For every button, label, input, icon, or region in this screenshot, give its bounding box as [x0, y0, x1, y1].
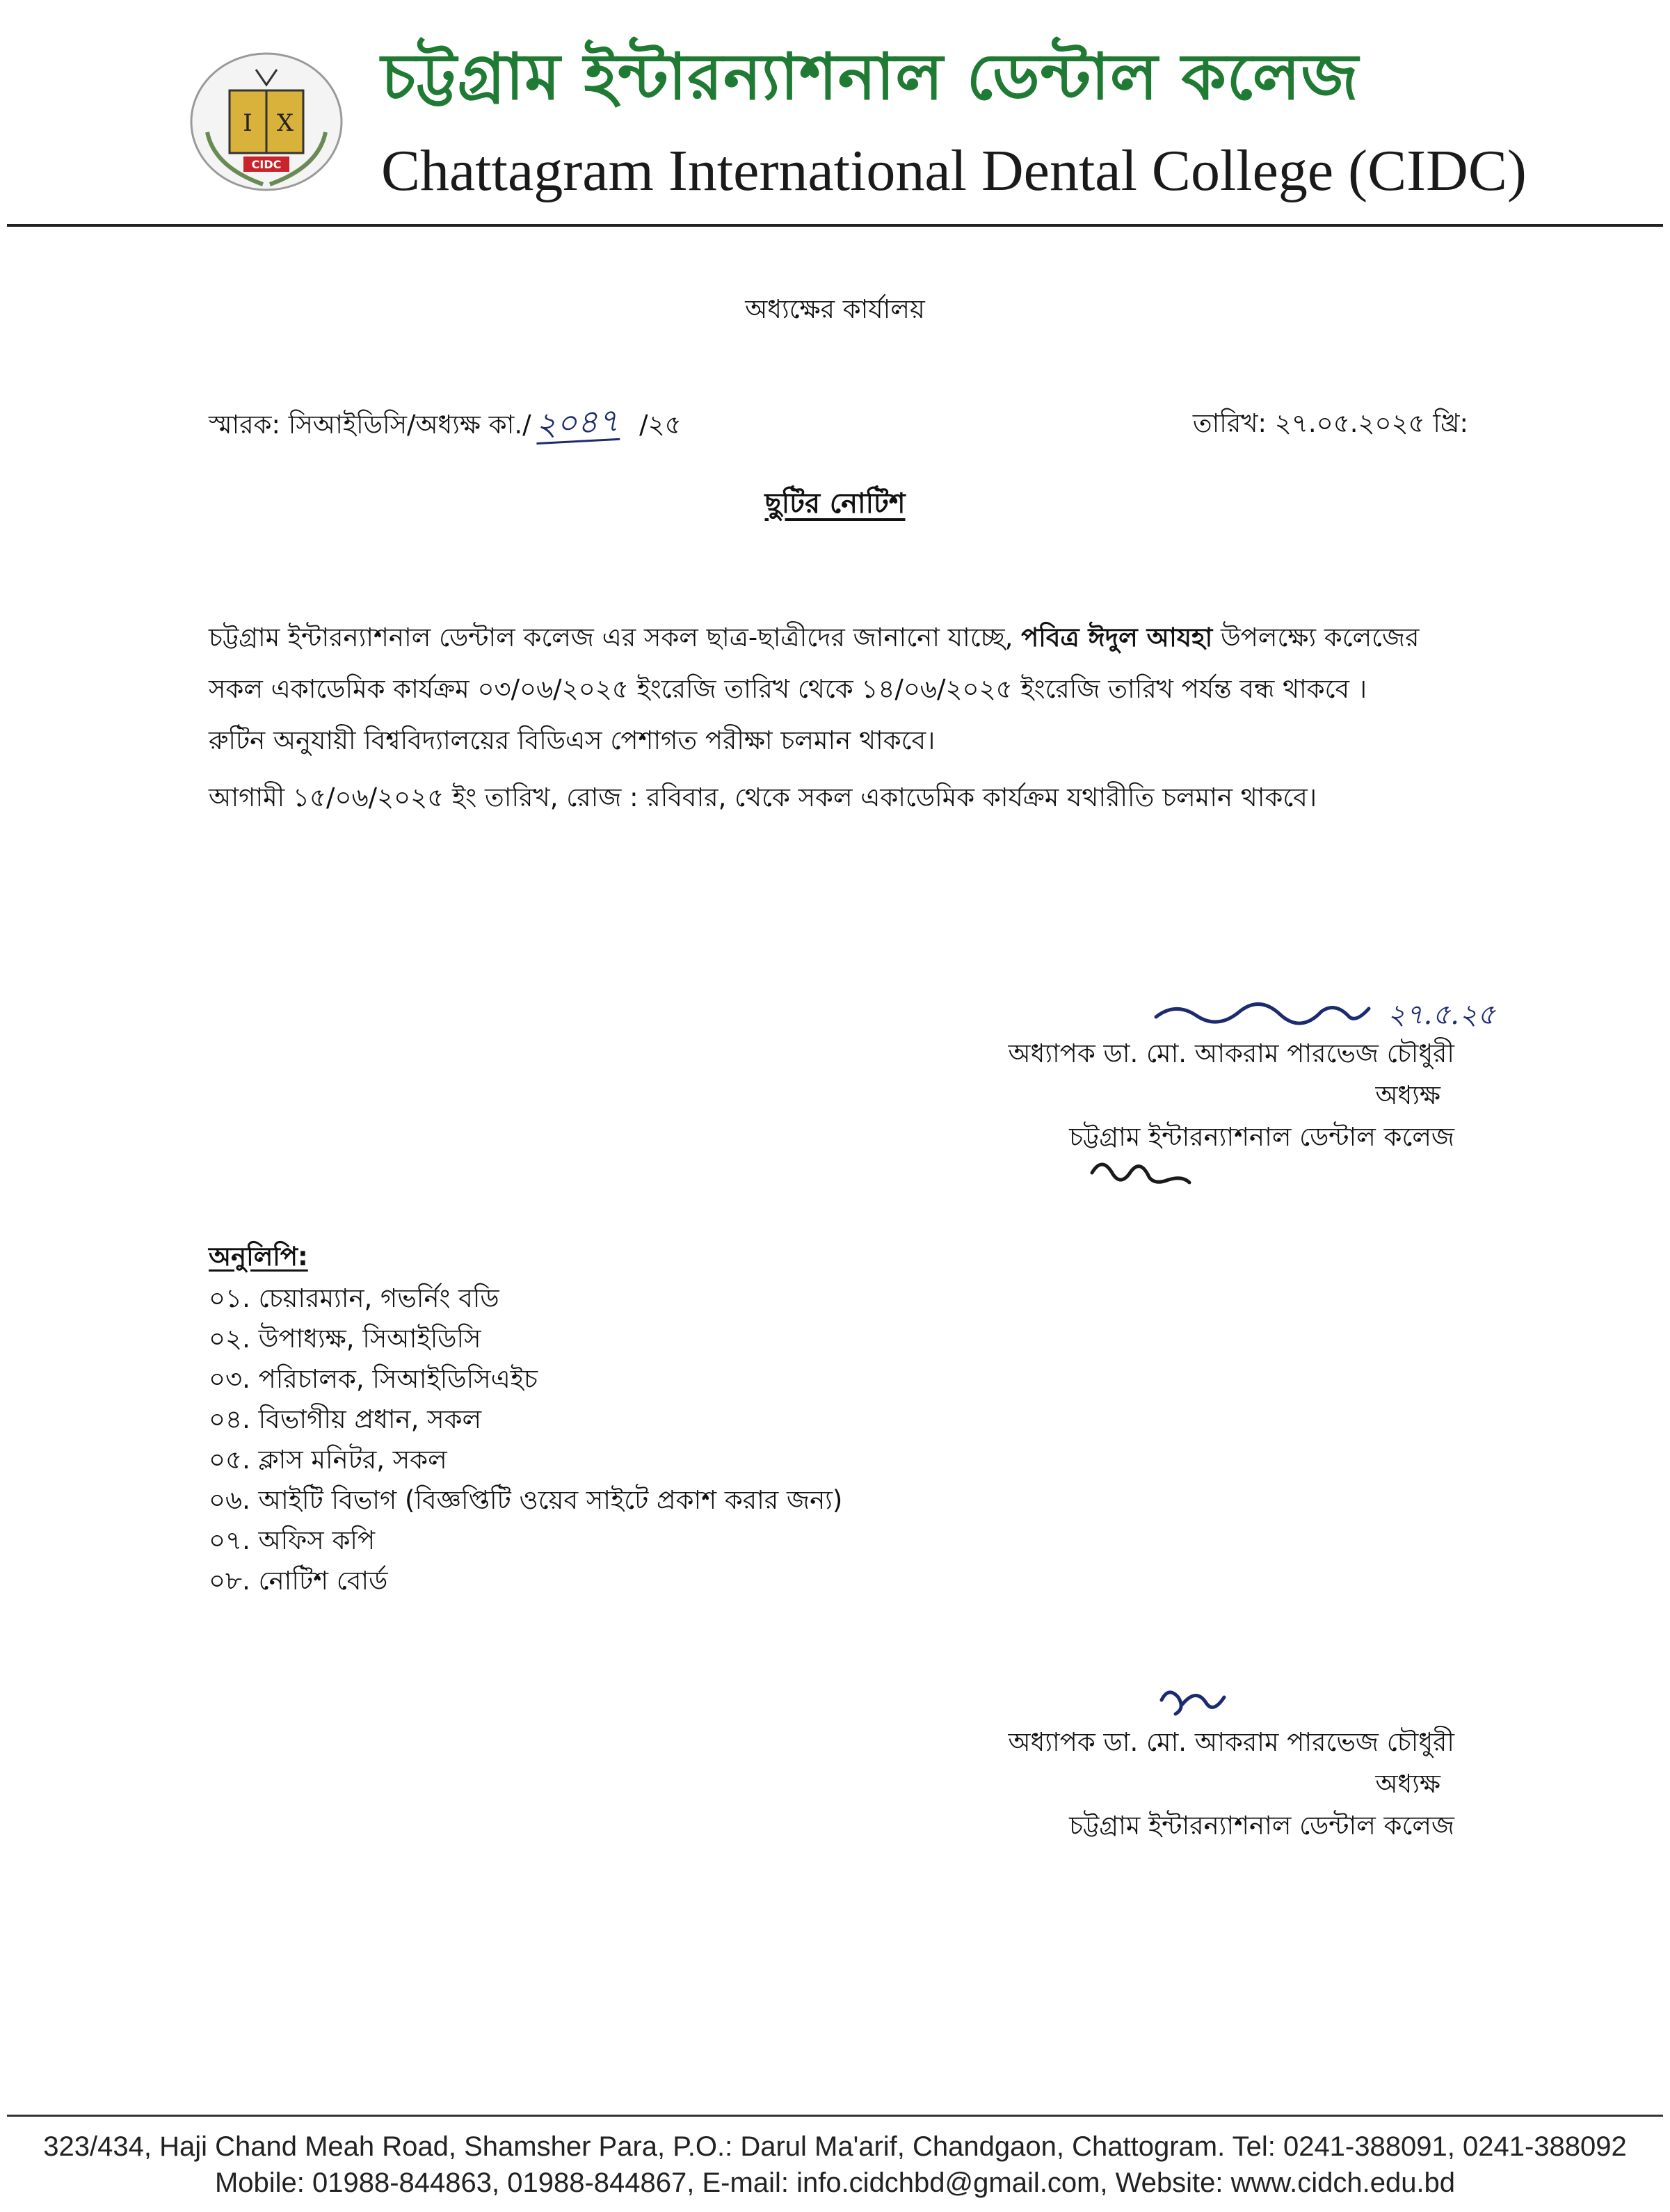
- copy-list-item: ০১. চেয়ারম্যান, গভর্নিং বডি: [209, 1283, 499, 1313]
- copy-list-item: ০৫. ক্লাস মনিটর, সকল: [209, 1445, 447, 1475]
- copy-list-item: ০৭. অফিস কপি: [209, 1525, 376, 1555]
- signatory-organization-2: চট্টগ্রাম ইন্টারন্যাশনাল ডেন্টাল কলেজ: [1069, 1811, 1454, 1841]
- notice-title-text: ছুটির নোটিশ: [764, 488, 906, 520]
- svg-text:X: X: [276, 109, 294, 137]
- body-line-1-end: উপলক্ষ্যে কলেজের: [1212, 623, 1420, 652]
- memo-suffix: /২৫: [639, 410, 682, 440]
- svg-text:I: I: [243, 109, 252, 137]
- logo-text: CIDC: [251, 158, 282, 171]
- initial-scribble: [1085, 1152, 1196, 1194]
- copy-list-heading: অনুলিপি:: [209, 1242, 308, 1272]
- signature-initial-scribble: [1155, 1683, 1238, 1725]
- copy-list: [209, 1279, 842, 1601]
- notice-body: [209, 612, 1488, 767]
- footer-divider: [7, 2115, 1663, 2117]
- resume-notice: আগামী ১৫/০৬/২০২৫ ইং তারিখ, রোজ : রবিবার, থেকে সকল একাডেমিক কার্যক্রম যথারীতি চলমান থাকবে।: [209, 783, 1317, 812]
- notice-date: তারিখ: ২৭.০৫.২০২৫ খ্রি:: [1192, 408, 1468, 438]
- memo-prefix: স্মারক: সিআইডিসি/অধ্যক্ষ কা./: [209, 410, 531, 440]
- memo-number-handwritten: ২০৪৭: [534, 401, 620, 444]
- signature-scribble: [1148, 981, 1509, 1036]
- body-line-2: সকল একাডেমিক কার্যক্রম ০৩/০৬/২০২৫ ইংরেজি তারিখ থেকে ১৪/০৬/২০২৫ ইংরেজি তারিখ পর্যন্ত বন্ধ থাকবে ।: [209, 674, 1367, 704]
- copy-list-item: ০৪. বিভাগীয় প্রধান, সকল: [209, 1404, 482, 1434]
- office-heading: অধ্যক্ষের কার্যালয়: [745, 294, 925, 324]
- body-line-1: [209, 612, 1488, 664]
- footer-contact: Mobile: 01988-844863, 01988-844867, E-mail: info.cidchbd@gmail.com, Website: www.cidch.edu.bd: [214, 2167, 1456, 2198]
- memo-reference: [209, 401, 682, 444]
- header-divider: [7, 224, 1663, 227]
- signatory-name-2: অধ্যাপক ডা. মো. আকরাম পারভেজ চৌধুরী: [1008, 1727, 1454, 1757]
- signature-handwritten-date: ২৭.৫.২৫: [1387, 999, 1495, 1031]
- copy-list-item: ০২. উপাধ্যক্ষ, সিআইডিসি: [209, 1324, 481, 1354]
- signatory-name: অধ্যাপক ডা. মো. আকরাম পারভেজ চৌধুরী: [1008, 1039, 1454, 1068]
- college-name-bangla: চট্টগ্রাম ইন্টারন্যাশনাল ডেন্টাল কলেজ: [381, 40, 1359, 114]
- body-line-1-start: চট্টগ্রাম ইন্টারন্যাশনাল ডেন্টাল কলেজ এর সকল ছাত্র-ছাত্রীদের জানানো যাচ্ছে,: [209, 623, 1022, 652]
- body-line-3: রুটিন অনুযায়ী বিশ্ববিদ্যালয়ের বিডিএস পেশাগত পরীক্ষা চলমান থাকবে।: [209, 726, 936, 755]
- college-logo: [186, 49, 346, 195]
- copy-list-item: ০৮. নোটিশ বোর্ড: [209, 1566, 388, 1596]
- footer-address: 323/434, Haji Chand Meah Road, Shamsher Para, P.O.: Darul Ma'arif, Chandgaon, Chattogram. Tel: 0241-388091, 0241-388092: [43, 2131, 1627, 2162]
- signatory-organization: চট্টগ্রাম ইন্টারন্যাশনাল ডেন্টাল কলেজ: [1069, 1122, 1454, 1152]
- body-line-1-bold: পবিত্র ঈদুল আযহা: [1021, 623, 1213, 652]
- signatory-designation-2: অধ্যক্ষ: [1375, 1769, 1440, 1799]
- signatory-designation: অধ্যক্ষ: [1375, 1080, 1440, 1110]
- copy-list-item: ০৩. পরিচালক, সিআইডিসিএইচ: [209, 1364, 538, 1394]
- college-name-english: Chattagram International Dental College (CIDC): [381, 138, 1527, 203]
- copy-list-item: ০৬. আইটি বিভাগ (বিজ্ঞপ্তিটি ওয়েব সাইটে প্রকাশ করার জন্য): [209, 1485, 843, 1515]
- notice-title: [0, 481, 1670, 528]
